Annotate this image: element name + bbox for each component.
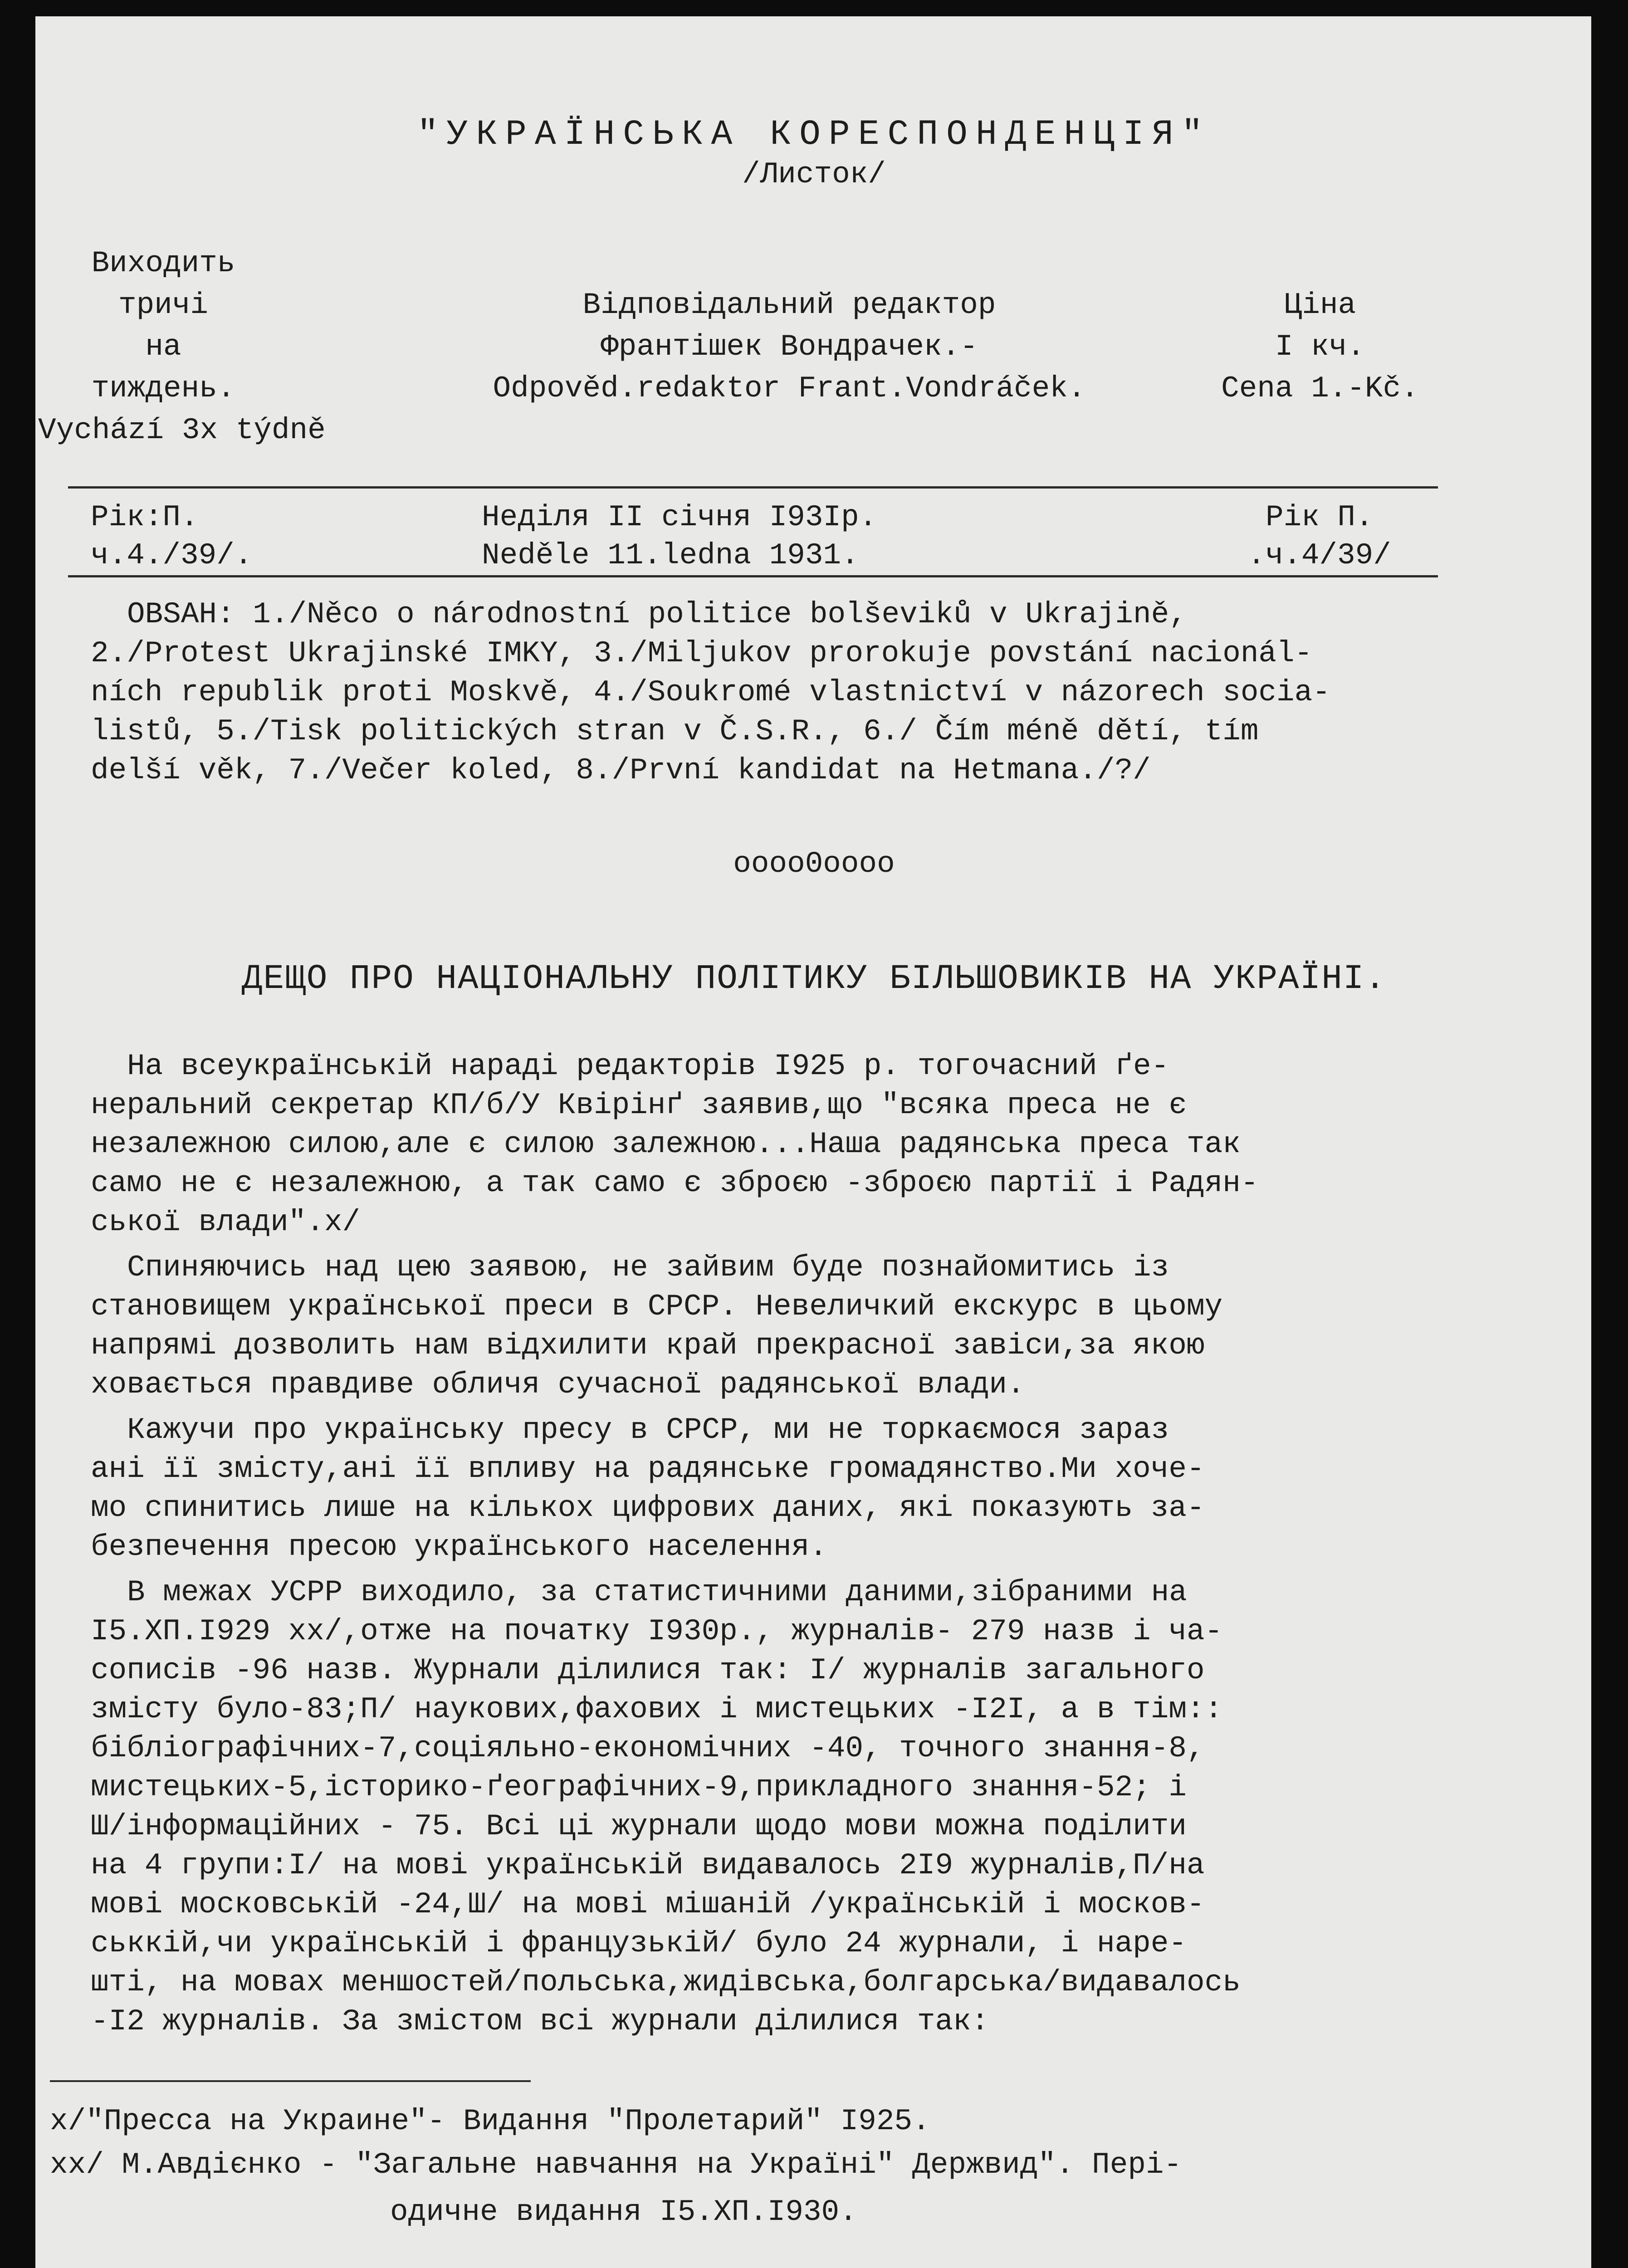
frequency-line-1: Виходить bbox=[91, 246, 235, 280]
article-line: становищем української преси в СРСР. Невеличкий екскурс в цьому bbox=[91, 1290, 1223, 1324]
frequency-line-4: тиждень. bbox=[91, 371, 235, 406]
article-line: сописів -96 назв. Журнали ділилися так: I/ журналів загального bbox=[91, 1653, 1205, 1687]
frequency-line-3: на bbox=[145, 330, 181, 364]
article-line: ховається правдиве обличя сучасної радянської влади. bbox=[91, 1368, 1025, 1402]
section-separator: oooo0oooo bbox=[733, 847, 895, 881]
contents-line-5: delší věk, 7./Večer koled, 8./První kandidat na Hetmana./?/ bbox=[91, 753, 1151, 787]
article-line: шті, на мовах меншостей/польська,жидівська,болгарська/видавалось bbox=[91, 1965, 1241, 1999]
article-line: мові московській -24,Ш/ на мові мішаній /українській і москов- bbox=[91, 1887, 1205, 1921]
issue-bar-top-rule bbox=[68, 486, 1438, 489]
editor-name-ua: Франтішек Вондрачек.- bbox=[601, 330, 978, 364]
issue-number-right: .ч.4/39/ bbox=[1247, 538, 1391, 572]
frequency-line-2: тричі bbox=[118, 288, 209, 322]
issue-number-left: ч.4./39/. bbox=[91, 538, 253, 572]
article-line: ськкій,чи українській і французькій/ було 24 журнали, і наре- bbox=[91, 1926, 1187, 1960]
article-line: ської влади".х/ bbox=[91, 1205, 361, 1239]
masthead-subtitle: /Листок/ bbox=[742, 157, 886, 191]
article-line: неральний секретар КП/б/У Квірінґ заявив,що "всяка преса не є bbox=[91, 1088, 1187, 1122]
article-line: само не є незалежною, а так само є зброєю -зброєю партії і Радян- bbox=[91, 1166, 1259, 1200]
contents-line-2: 2./Protest Ukrajinské IMKY, 3./Miljukov prorokuje povstání nacionál- bbox=[91, 636, 1313, 670]
footnote-2: хх/ М.Авдієнко - "Загальне навчання на Україні" Держвид". Пері- bbox=[50, 2148, 1182, 2182]
frequency-czech: Vychází 3x týdně bbox=[38, 413, 326, 447]
article-line: На всеукраїнській нараді редакторів I925 р. тогочасний ґе- bbox=[127, 1049, 1169, 1083]
price-value: I кч. bbox=[1275, 330, 1365, 364]
issue-date-ua: Неділя II січня I93Iр. bbox=[482, 500, 877, 534]
issue-date-cz: Neděle 11.ledna 1931. bbox=[482, 538, 859, 572]
article-line: на 4 групи:I/ на мові українській видавалось 2I9 журналів,П/на bbox=[91, 1848, 1205, 1882]
contents-line-1: OBSAH: 1./Něco o národnostní politice bolševiků v Ukrajině, bbox=[127, 597, 1187, 631]
issue-bar-bottom-rule bbox=[68, 575, 1438, 577]
masthead-title: "УКРАЇНСЬКА КОРЕСПОНДЕНЦІЯ" bbox=[417, 115, 1211, 155]
article-line: I5.ХП.I929 хх/,отже на початку I930р., журналів- 279 назв і ча- bbox=[91, 1614, 1223, 1648]
article-heading: ДЕЩО ПРО НАЦІОНАЛЬНУ ПОЛІТИКУ БІЛЬШОВИКІВ НА УКРАЇНІ. bbox=[241, 959, 1387, 998]
issue-year-left: Рік:П. bbox=[91, 500, 199, 534]
editor-name-cz: Odpověd.redaktor Frant.Vondráček. bbox=[493, 371, 1086, 406]
footnote-2-continued: одичне видання I5.ХП.I930. bbox=[390, 2195, 857, 2229]
price-label: Ціна bbox=[1284, 288, 1356, 322]
article-line: напрямі дозволить нам відхилити край прекрасної завіси,за якою bbox=[91, 1329, 1205, 1363]
article-line: Кажучи про українську пресу в СРСР, ми не торкаємося зараз bbox=[127, 1413, 1169, 1447]
contents-line-4: listů, 5./Tisk politických stran v Č.S.R., 6./ Čím méně dětí, tím bbox=[91, 714, 1259, 748]
article-line: Ш/інформаційних - 75. Всі ці журнали щодо мови можна поділити bbox=[91, 1809, 1187, 1843]
article-line: В межах УСРР виходило, за статистичними даними,зібраними на bbox=[127, 1575, 1187, 1609]
editor-title: Відповідальний редактор bbox=[582, 288, 996, 322]
article-line: змісту було-83;П/ наукових,фахових і мистецьких -I2I, а в тім:: bbox=[91, 1692, 1223, 1726]
article-line: безпечення пресою українського населення. bbox=[91, 1530, 827, 1564]
article-line: незалежною силою,але є силою залежною...Наша радянська преса так bbox=[91, 1127, 1241, 1161]
footnote-1: х/"Пресса на Украине"- Видання "Пролетарий" I925. bbox=[50, 2104, 930, 2138]
article-line: -I2 журналів. За змістом всі журнали ділилися так: bbox=[91, 2004, 989, 2038]
article-line: Спиняючись над цею заявою, не зайвим буде познайомитись із bbox=[127, 1251, 1169, 1285]
article-line: бібліографічних-7,соціяльно-економічних -40, точного знання-8, bbox=[91, 1731, 1205, 1765]
article-line: мо спинитись лише на кількох цифрових даних, які показують за- bbox=[91, 1491, 1205, 1525]
article-line: мистецьких-5,історико-ґеографічних-9,прикладного знання-52; і bbox=[91, 1770, 1187, 1804]
article-line: ані її змісту,ані її впливу на радянське громадянство.Ми хоче- bbox=[91, 1452, 1205, 1486]
contents-line-3: ních republik proti Moskvě, 4./Soukromé vlastnictví v názorech socia- bbox=[91, 675, 1330, 709]
issue-year-right: Рік П. bbox=[1266, 500, 1374, 534]
footnote-rule bbox=[50, 2080, 531, 2082]
price-czech: Cena 1.-Kč. bbox=[1221, 371, 1419, 406]
